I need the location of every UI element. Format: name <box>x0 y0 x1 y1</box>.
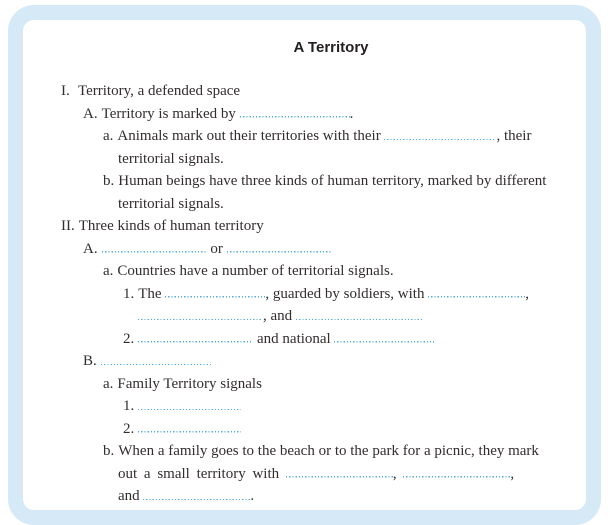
outline-text: and <box>118 488 144 504</box>
outline-text: , <box>525 285 529 302</box>
blank-line <box>384 129 496 140</box>
outline-text: , <box>510 465 515 482</box>
page-content <box>46 40 601 508</box>
outline-line <box>103 440 601 463</box>
outline-marker: a. <box>103 263 114 279</box>
blank-line <box>138 332 253 343</box>
outline <box>61 80 601 508</box>
outline-text: , guarded by soldiers, with <box>265 285 429 302</box>
outline-line <box>118 485 601 508</box>
blank-line <box>296 309 424 320</box>
blank-line <box>286 467 393 478</box>
outline-text: The <box>138 285 166 302</box>
blank-line <box>138 309 263 320</box>
outline-text: Human beings have three kinds of human territory, marked by different <box>118 173 547 189</box>
outline-line <box>138 305 601 328</box>
outline-text: , <box>392 465 404 482</box>
outline-line <box>118 148 601 171</box>
outline-line <box>103 170 601 193</box>
outline-text: territorial signals. <box>118 150 224 167</box>
outline-line <box>118 193 601 216</box>
outline-line <box>123 418 601 441</box>
outline-line <box>103 260 601 283</box>
outline-line <box>123 328 601 351</box>
outline-line <box>83 103 601 126</box>
outline-text: or <box>206 240 227 257</box>
outline-text: Three kinds of human territory <box>78 218 264 234</box>
outline-marker: 2. <box>123 420 135 437</box>
outline-text: Countries have a number of territorial signals. <box>117 263 394 279</box>
blank-line <box>165 287 265 298</box>
outline-marker: I. <box>61 83 70 99</box>
blank-line <box>101 354 211 365</box>
blank-line <box>138 399 241 410</box>
outline-text: Territory, a defended space <box>78 83 241 99</box>
outline-line <box>103 373 601 396</box>
blank-line <box>240 107 350 118</box>
page-title: A Territory <box>293 39 369 56</box>
outline-text: out a small territory with <box>118 465 286 482</box>
outline-line <box>123 283 601 306</box>
outline-marker: b. <box>103 173 115 189</box>
outline-text: territorial signals. <box>118 195 224 212</box>
outline-text: Territory is marked by <box>101 105 240 122</box>
blank-line <box>403 467 510 478</box>
outline-marker: A. <box>83 240 98 257</box>
outline-text: Family Territory signals <box>117 375 262 392</box>
blank-line <box>138 422 241 433</box>
outline-line <box>83 350 601 373</box>
outline-marker: a. <box>103 375 114 392</box>
outline-line <box>123 395 601 418</box>
outline-marker: b. <box>103 443 115 459</box>
blank-line <box>143 489 250 500</box>
outline-marker: a. <box>103 128 114 144</box>
outline-text: and national <box>253 330 335 347</box>
outline-line <box>83 238 601 261</box>
outline-text: Animals mark out their territories with their <box>117 128 385 144</box>
blank-line <box>428 287 525 298</box>
outline-line <box>103 125 601 148</box>
page-frame <box>8 5 601 525</box>
outline-text: , their <box>496 128 532 144</box>
outline-marker: 1. <box>123 398 135 414</box>
outline-text: When a family goes to the beach or to the park for a picnic, they mark <box>118 443 539 459</box>
outline-text: . <box>250 488 255 504</box>
outline-line <box>61 215 601 238</box>
outline-marker: B. <box>83 353 97 369</box>
outline-line <box>61 80 601 103</box>
outline-text: . <box>349 105 354 122</box>
outline-marker: 2. <box>123 330 135 347</box>
blank-line <box>227 242 332 253</box>
outline-text: , and <box>263 308 296 324</box>
blank-line <box>102 242 207 253</box>
outline-marker: 1. <box>123 285 135 302</box>
outline-marker: II. <box>61 218 75 234</box>
blank-line <box>334 332 434 343</box>
outline-marker: A. <box>83 105 98 122</box>
